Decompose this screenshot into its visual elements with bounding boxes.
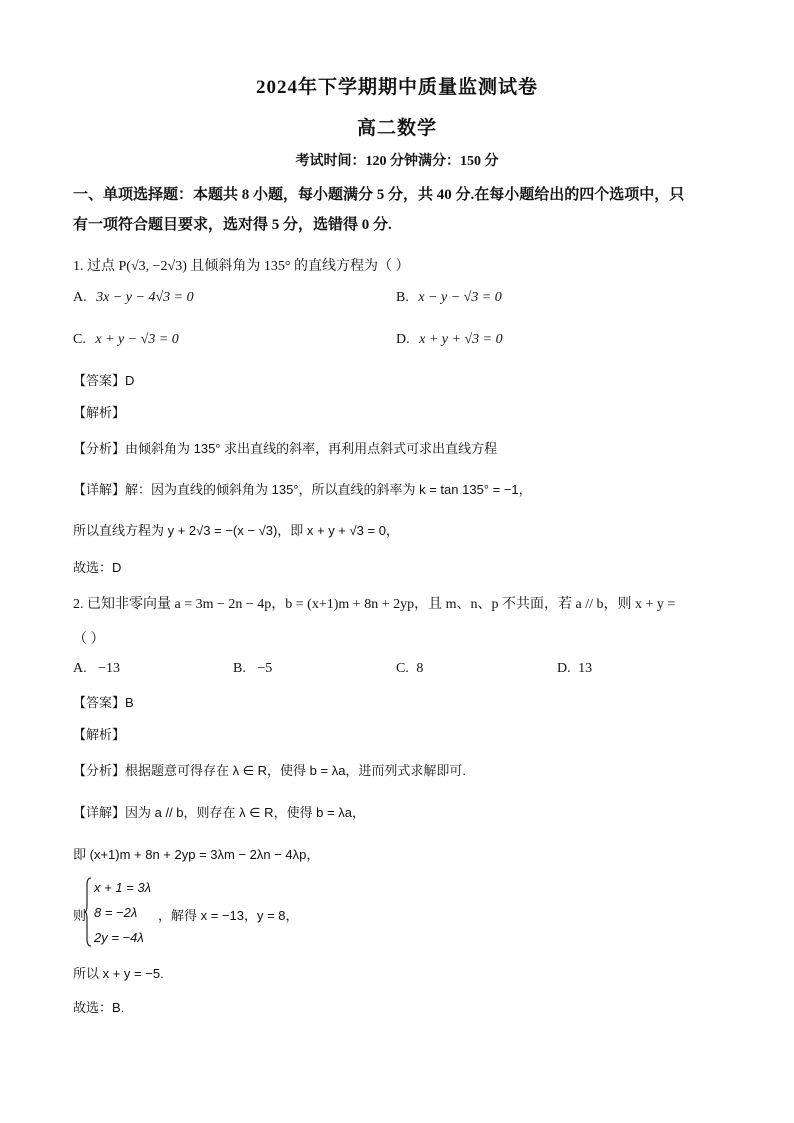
q2-option-b: [233, 661, 272, 677]
option-label: B.: [396, 290, 409, 305]
q1-option-a: [73, 290, 194, 306]
exam-info: 考试时间：120 分钟满分：150 分: [295, 154, 499, 169]
q1-choose: 故选：D: [73, 560, 122, 575]
section-heading-line2: 有一项符合题目要求，选对得 5 分，选错得 0 分.: [73, 217, 392, 233]
q2-stem-line1: 2. 已知非零向量 a = 3m − 2n − 4p，b = (x+1)m + 8n + 2yp，且 m、n、p 不共面，若 a // b，则 x + y =: [73, 597, 676, 612]
q1-stem: 1. 过点 P(√3, −2√3) 且倾斜角为 135° 的直线方程为（ ）: [73, 259, 410, 274]
q1-answer: 【答案】D: [73, 373, 135, 388]
option-text: 8: [416, 661, 424, 676]
option-text: x + y − √3 = 0: [95, 332, 179, 347]
q2-analysis-tag: 【解析】: [73, 727, 126, 742]
q2-system-eq1: x + 1 = 3λ: [94, 880, 151, 895]
q1-analysis-tag: 【解析】: [73, 405, 126, 420]
q1-option-d: [396, 332, 503, 348]
option-text: x + y + √3 = 0: [419, 332, 503, 347]
option-label: A.: [73, 661, 87, 676]
page-title: 2024年下学期期中质量监测试卷: [255, 77, 538, 98]
option-label: D.: [396, 332, 410, 347]
option-label: C.: [73, 332, 86, 347]
option-text: −5: [257, 661, 273, 676]
q2-fenxi: 【分析】根据题意可得存在 λ ∈ R，使得 b = λa，进而列式求解即可.: [73, 763, 467, 778]
option-label: C.: [396, 661, 409, 676]
q2-system-eq3: 2y = −4λ: [94, 930, 144, 945]
option-label: B.: [233, 661, 246, 676]
option-text: −13: [98, 661, 121, 676]
left-brace-icon: [84, 877, 92, 947]
q2-stem-line2: （ ）: [73, 632, 105, 647]
q2-system-eq2: 8 = −2λ: [94, 905, 138, 920]
q2-ze: 则: [73, 908, 87, 923]
q1-fenxi: 【分析】由倾斜角为 135° 求出直线的斜率，再利用点斜式可求出直线方程: [73, 441, 498, 456]
q2-option-c: [396, 661, 423, 677]
q1-option-b: [396, 290, 502, 306]
q1-option-c: [73, 332, 179, 348]
option-label: A.: [73, 290, 87, 305]
q2-solve: ，解得 x = −13，y = 8，: [158, 908, 299, 923]
q2-option-d: [557, 661, 592, 677]
option-label: D.: [557, 661, 571, 676]
option-text: x − y − √3 = 0: [418, 290, 502, 305]
q2-answer: 【答案】B: [73, 695, 134, 710]
q1-line-equation: 所以直线方程为 y + 2√3 = −(x − √3)，即 x + y + √3 = 0，: [73, 523, 399, 538]
q2-choose: 故选：B.: [73, 1000, 125, 1015]
q2-ji: 即 (x+1)m + 8n + 2yp = 3λm − 2λn − 4λp，: [73, 847, 320, 862]
page-subtitle: 高二数学: [356, 118, 437, 139]
q1-xiangjie: 【详解】解：因为直线的倾斜角为 135°，所以直线的斜率为 k = tan 135° = −1，: [73, 482, 532, 497]
section-heading-line1: 一、单项选择题：本题共 8 小题，每小题满分 5 分，共 40 分.在每小题给出的四个选项中，只: [73, 187, 685, 203]
option-text: 13: [578, 661, 593, 676]
q2-xiangjie: 【详解】因为 a // b，则存在 λ ∈ R，使得 b = λa，: [73, 805, 365, 820]
option-text: 3x − y − 4√3 = 0: [96, 290, 194, 305]
q2-suoyi: 所以 x + y = −5.: [73, 966, 164, 981]
q2-option-a: [73, 661, 120, 677]
